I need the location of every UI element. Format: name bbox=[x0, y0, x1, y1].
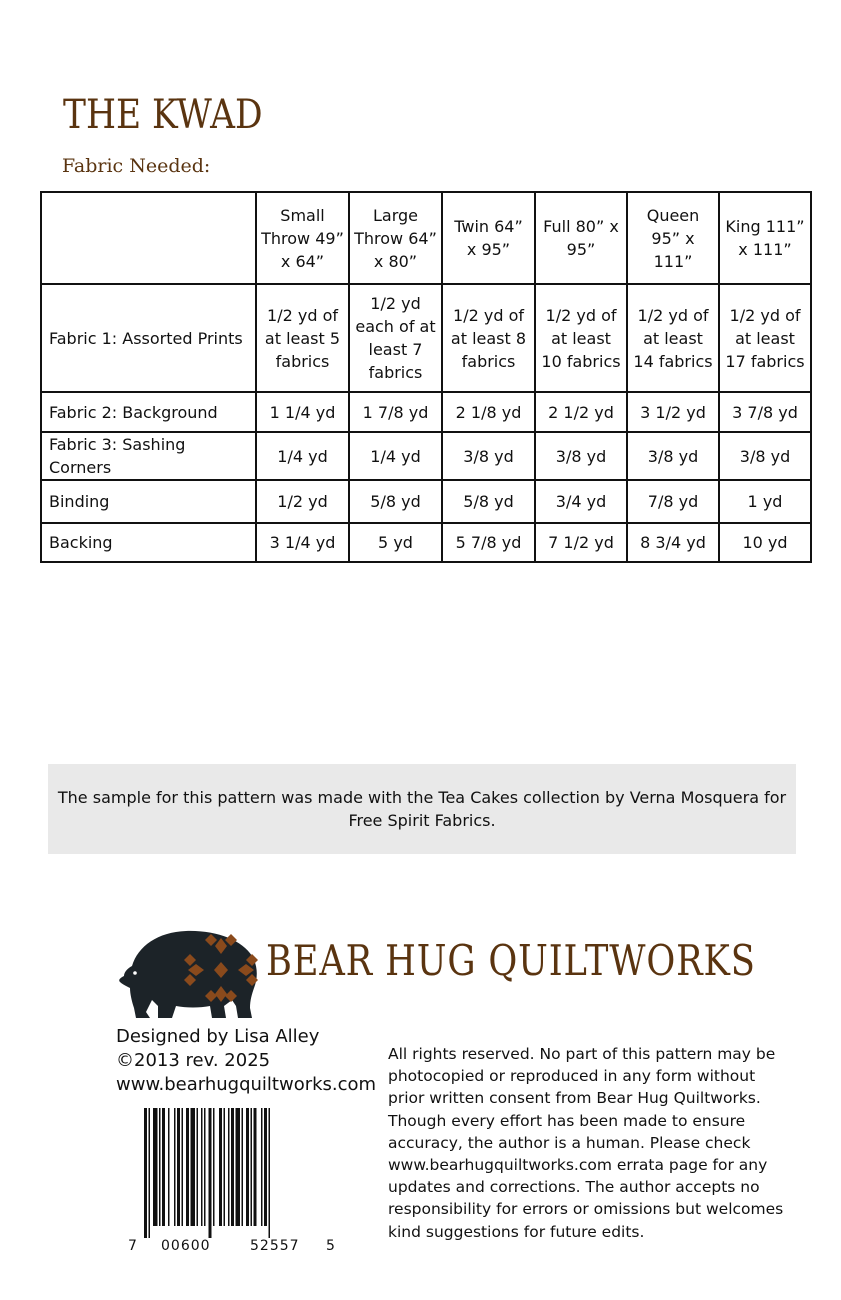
table-cell: 1 7/8 yd bbox=[349, 392, 442, 432]
fabric-table bbox=[40, 191, 812, 563]
table-cell: 1/2 yd bbox=[256, 480, 349, 523]
table-cell: 3 1/4 yd bbox=[256, 523, 349, 562]
sample-note-text: The sample for this pattern was made with the Tea Cakes collection by Verna Mosquera for Free Spirit Fabrics. bbox=[57, 788, 787, 830]
table-row bbox=[41, 523, 811, 562]
designer-line: Designed by Lisa Alley bbox=[116, 1026, 320, 1047]
barcode-digit-left: 7 bbox=[128, 1238, 137, 1254]
table-cell: 5 7/8 yd bbox=[442, 523, 535, 562]
table-cell: 3/4 yd bbox=[535, 480, 627, 523]
table-cell: 3/8 yd bbox=[627, 432, 719, 480]
table-cell: 1/2 yd of at least 10 fabrics bbox=[535, 284, 627, 392]
table-row bbox=[41, 392, 811, 432]
table-cell: 1/2 yd each of at least 7 fabrics bbox=[349, 284, 442, 392]
website-link[interactable]: www.bearhugquiltworks.com bbox=[116, 1074, 377, 1095]
table-cell: 1 yd bbox=[719, 480, 811, 523]
row-label: Binding bbox=[41, 480, 256, 523]
rights-paragraph: All rights reserved. No part of this pattern may be photocopied or reproduced in any form without prior written consent from Bear Hug Quiltworks. Though every effort has been made to ensure accuracy, the author is a human. Please check www.bearhugquiltworks.com errata page for any updates and corrections. The author accepts no responsibility for errors or omissions but welcomes kind suggestions for future edits. bbox=[388, 1045, 784, 1241]
table-cell: 1/4 yd bbox=[256, 432, 349, 480]
table-cell: 1/2 yd of at least 14 fabrics bbox=[627, 284, 719, 392]
copyright-line: ©2013 rev. 2025 bbox=[116, 1050, 271, 1071]
table-row bbox=[41, 432, 811, 480]
table-row bbox=[41, 480, 811, 523]
table-cell: 5/8 yd bbox=[442, 480, 535, 523]
row-label: Fabric 3: Sashing Corners bbox=[41, 432, 256, 480]
table-cell: 2 1/2 yd bbox=[535, 392, 627, 432]
brand-name: BEAR HUG QUILTWORKS bbox=[266, 936, 756, 985]
table-cell: 8 3/4 yd bbox=[627, 523, 719, 562]
table-cell: 1/4 yd bbox=[349, 432, 442, 480]
header-cell-full: Full 80” x 95” bbox=[535, 192, 627, 284]
bear-logo-icon bbox=[116, 928, 266, 1020]
header-cell-queen: Queen 95” x 111” bbox=[627, 192, 719, 284]
table-cell: 1/2 yd of at least 8 fabrics bbox=[442, 284, 535, 392]
header-cell bbox=[41, 192, 256, 284]
table-cell: 3/8 yd bbox=[535, 432, 627, 480]
table-row bbox=[41, 284, 811, 392]
table-cell: 3 1/2 yd bbox=[627, 392, 719, 432]
table-cell: 1/2 yd of at least 5 fabrics bbox=[256, 284, 349, 392]
barcode-digit-right: 5 bbox=[326, 1238, 335, 1254]
table-header-row bbox=[41, 192, 811, 284]
header-cell-small-throw: Small Throw 49” x 64” bbox=[256, 192, 349, 284]
table-cell: 3 7/8 yd bbox=[719, 392, 811, 432]
table-cell: 1 1/4 yd bbox=[256, 392, 349, 432]
table-cell: 5 yd bbox=[349, 523, 442, 562]
header-cell-large-throw: Large Throw 64” x 80” bbox=[349, 192, 442, 284]
table-cell: 7 1/2 yd bbox=[535, 523, 627, 562]
page-title: THE KWAD bbox=[63, 92, 263, 138]
table-cell: 7/8 yd bbox=[627, 480, 719, 523]
table-cell: 5/8 yd bbox=[349, 480, 442, 523]
table-cell: 3/8 yd bbox=[442, 432, 535, 480]
barcode-icon bbox=[124, 1108, 324, 1238]
row-label: Backing bbox=[41, 523, 256, 562]
row-label: Fabric 1: Assorted Prints bbox=[41, 284, 256, 392]
header-cell-twin: Twin 64” x 95” bbox=[442, 192, 535, 284]
table-cell: 2 1/8 yd bbox=[442, 392, 535, 432]
credits-block bbox=[116, 1025, 376, 1097]
table-cell: 10 yd bbox=[719, 523, 811, 562]
row-label: Fabric 2: Background bbox=[41, 392, 256, 432]
header-cell-king: King 111” x 111” bbox=[719, 192, 811, 284]
barcode-group-2: 52557 bbox=[250, 1238, 300, 1254]
barcode-group-1: 00600 bbox=[161, 1238, 211, 1254]
sample-note-box bbox=[48, 764, 796, 854]
table-cell: 3/8 yd bbox=[719, 432, 811, 480]
fabric-needed-heading: Fabric Needed: bbox=[62, 155, 211, 177]
table-cell: 1/2 yd of at least 17 fabrics bbox=[719, 284, 811, 392]
